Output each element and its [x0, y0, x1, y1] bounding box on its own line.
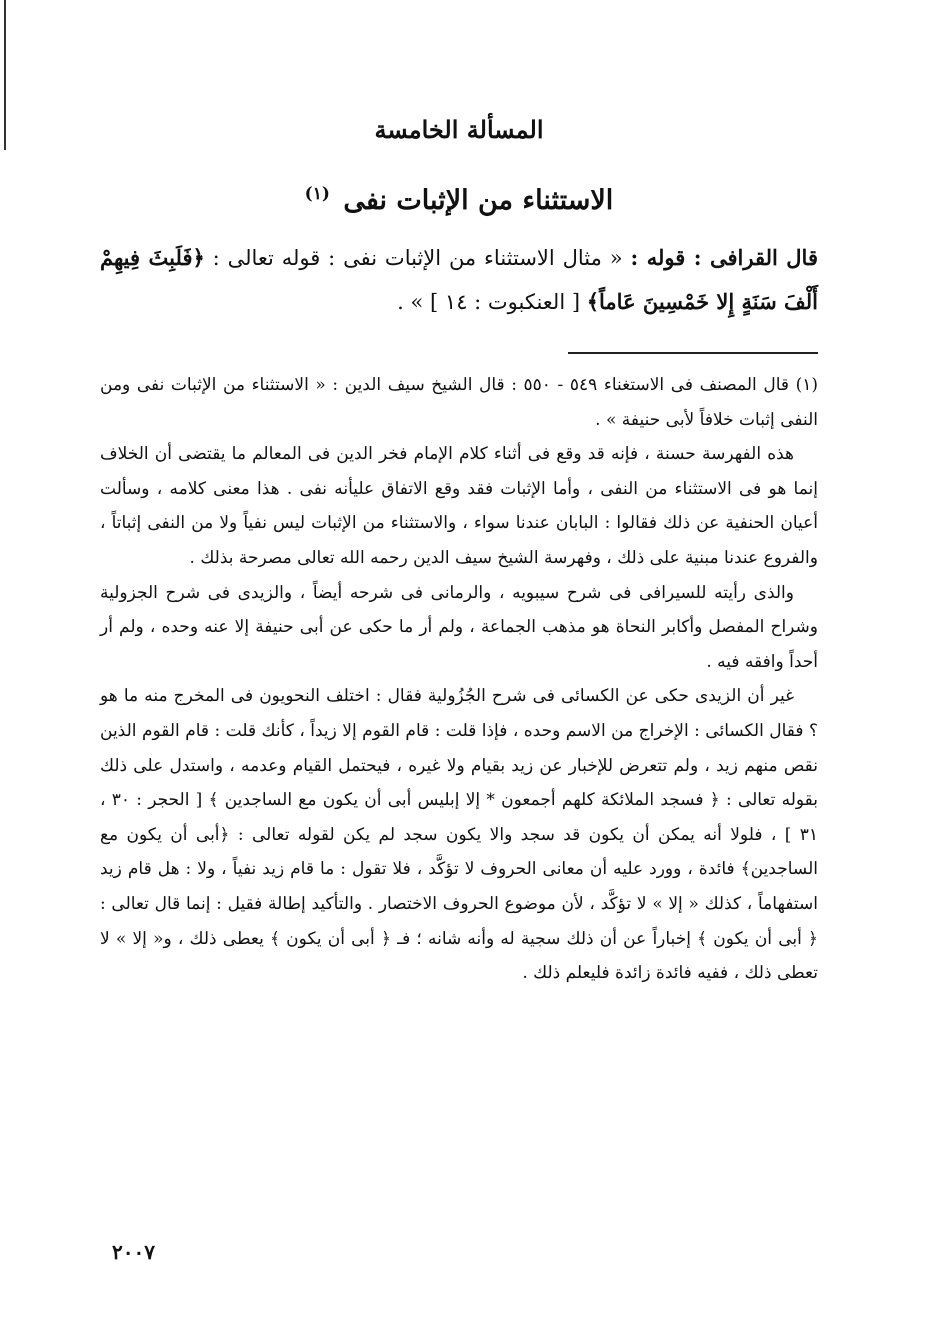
chapter-title: المسألة الخامسة: [374, 115, 544, 144]
verse-citation: [ العنكبوت : ١٤ ] » .: [397, 290, 581, 314]
footnote-paragraph: والذى رأيته للسيرافى فى شرح سيبويه ، والرمانى فى شرحه أيضاً ، والزيدى فى شرح الجزولية وشراح المفصل وأكابر النحاة هو مذهب الجماعة ، ولم أر ما حكى عن أبى حنيفة إلا عنه وحده ، ولم أر أحداً وافقه فيه .: [100, 582, 818, 672]
page-content: [100, 0, 818, 1336]
footnote-paragraph: هذه الفهرسة حسنة ، فإنه قد وقع فى أثناء كلام الإمام فخر الدين فى المعالم ما يقتضى أن الخلاف إنما هو فى الاستثناء من النفى ، وأما الإثبات فقد وقع الاتفاق عليأنه نفى . هذا معنى كلامه ، وسألت أعيان الحنفية عن ذلك فقالوا : البابان عندنا سواء ، والاستثناء من الإثبات ليس نفياً ولا من النفى إثباتاً ، والفروع عندنا مبنية على ذلك ، وفهرسة الشيخ سيف الدين رحمه الله تعالى مصرحة بذلك .: [100, 444, 818, 568]
scan-edge-line: [4, 0, 6, 150]
main-quote: [100, 236, 818, 324]
footnote-separator: [568, 352, 818, 354]
page-number: ٢٠٠٧: [112, 1240, 155, 1264]
footnote-paragraph: (١) قال المصنف فى الاستغناء ٥٤٩ - ٥٥٠ : قال الشيخ سيف الدين : « الاستثناء من الإثبات نفى ومن النفى إثبات خلافاً لأبى حنيفة » .: [100, 375, 819, 430]
footnotes: [100, 368, 818, 991]
footnote-paragraph: غير أن الزيدى حكى عن الكسائى فى شرح الجُزُولية فقال : اختلف النحويون فى المخرج منه ما هو ؟ فقال الكسائى : الإخراج من الاسم وحده ، فإذا قلت : قام القوم إلا زيداً ، كأنك قلت : قام القوم الذين نقص منهم زيد ، ولم تتعرض للإخبار عن زيد بقيام ولا غيره ، فيحتمل القيام وعدمه ، واستدل على ذلك بقوله تعالى : ﴿ فسجد الملائكة كلهم أجمعون * إلا إبليس أبى أن يكون مع الساجدين ﴾ [ الحجر : ٣٠ ، ٣١ ] ، فلولا أنه يمكن أن يكون قد سجد والا يكون سجد لم يكن لقوله تعالى : ﴿أبى أن يكون مع الساجدين﴾ فائدة ، وورد عليه أن معانى الحروف لا تؤكَّد ، فلا تقول : ما قام زيد نفياً ، ولا : هل قام زيد استفهاماً ، كذلك « إلا » لا تؤكَّد ، لأن موضوع الحروف الاختصار . والتأكيد إطالة فقيل : إنما قال تعالى : ﴿ أبى أن يكون ﴾ إخباراً عن أن ذلك سجية له وأنه شانه ؛ فـ ﴿ أبى أن يكون ﴾ يعطى ذلك ، و« إلا » لا تعطى ذلك ، ففيه فائدة زائدة فليعلم ذلك .: [100, 686, 819, 984]
section-title: [100, 172, 818, 223]
main-quote-lead: قال القرافى : قوله :: [630, 245, 818, 270]
footnote-reference: (١): [304, 184, 330, 204]
section-title-text: الاستثناء من الإثبات نفى: [343, 185, 614, 216]
main-quote-body: « مثال الاستثناء من الإثبات نفى : قوله تعالى :: [212, 246, 623, 270]
quran-verse: ﴿فَلَبِثَ فِيهِمْ أَلْفَ سَنَةٍ إِلا خَمْسِينَ عَاماً﴾: [100, 245, 818, 314]
